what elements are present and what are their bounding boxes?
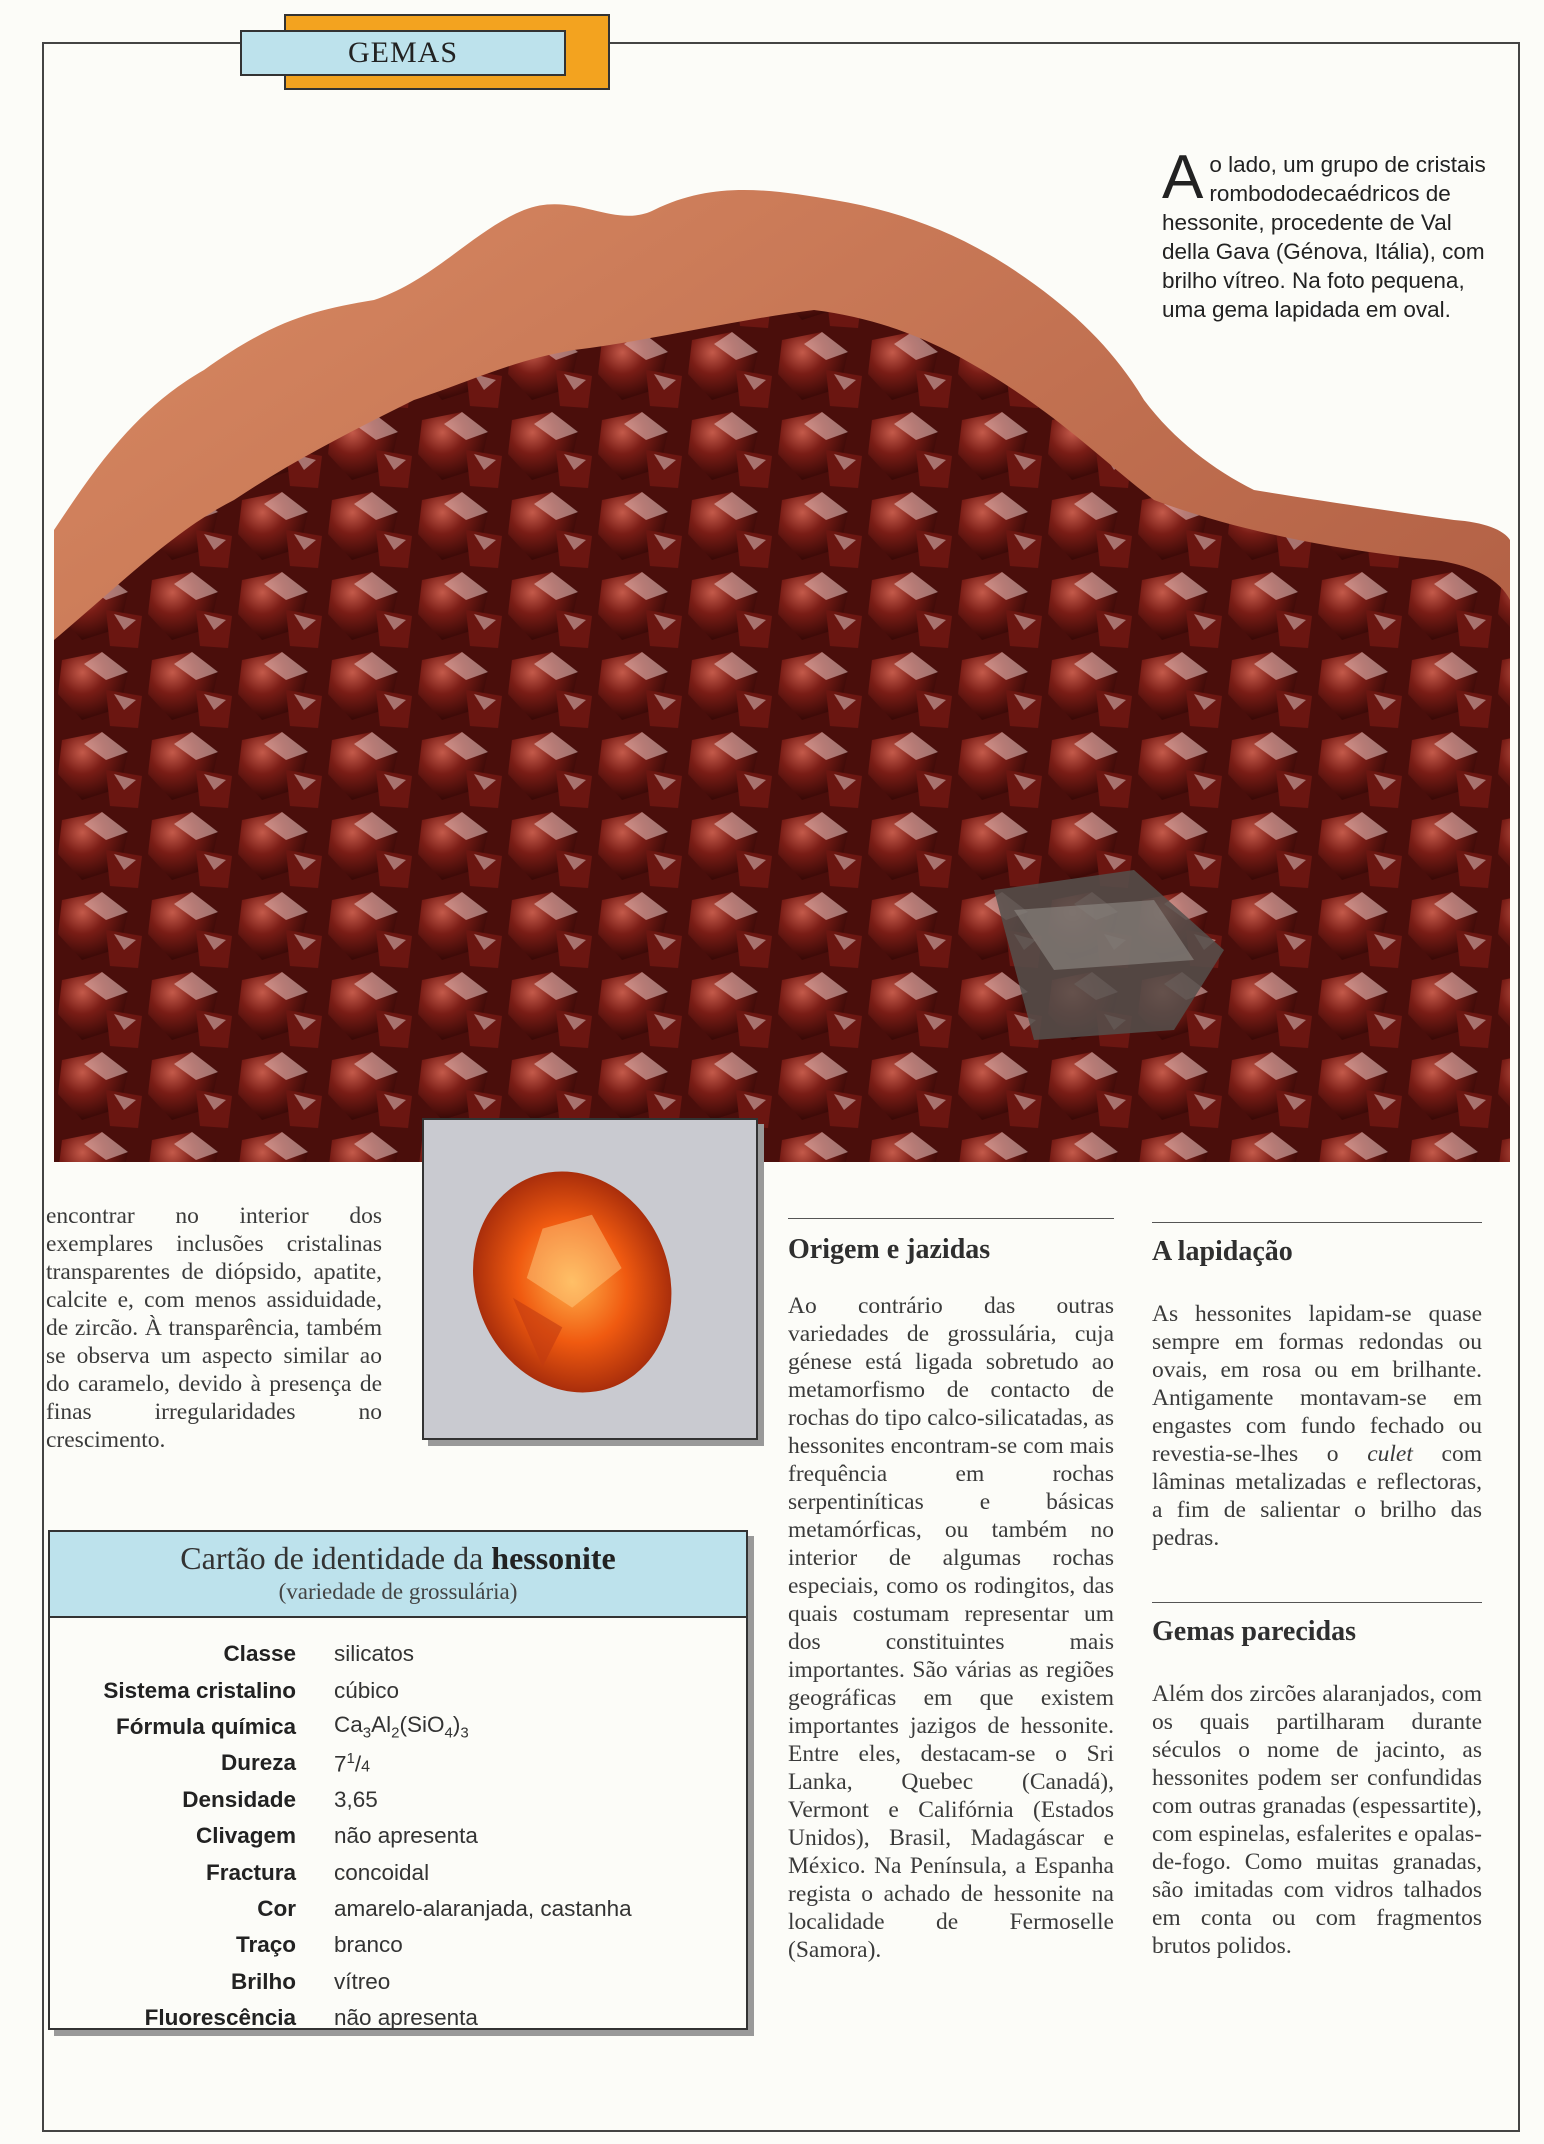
- intro-continuation-text: encontrar no interior dos exemplares inclusões cristalinas transparentes de diópsido, apatite, calcite e, com menos assiduidade, de zircão. À transparência, também se observa um aspecto similar ao do caramelo, devido à presença de finas irregularidades no crescimento.: [46, 1203, 382, 1453]
- card-row: Classe silicatos: [223, 1641, 415, 1667]
- identity-card: [48, 1530, 748, 2030]
- card-row: Fluorescência não apresenta: [144, 2005, 478, 2031]
- identity-card-subtitle: (variedade de grossulária): [278, 1579, 518, 1604]
- origin-heading: Origem e jazidas: [788, 1234, 991, 1265]
- card-row: Sistema cristalino cúbico: [103, 1677, 400, 1703]
- lapidacao-text: As hessonites lapidam-se quase sempre em formas redondas ou ovais, em rosa ou em brilhante. Antigamente montavam-se em engastes com fundo fechado ou revestia-se-lhes o culet com lâminas metalizadas e reflectoras, a fim de salientar o brilho das pedras.: [1152, 1301, 1483, 1551]
- card-row: Traço branco: [235, 1932, 403, 1958]
- lapidacao-rule: [1152, 1222, 1482, 1223]
- section-tab: GEMAS: [240, 30, 566, 76]
- similar-heading: Gemas parecidas: [1152, 1616, 1357, 1647]
- card-row: Fórmula química $Ca_3Al_2(SiO_4)_3$: [115, 1712, 469, 1742]
- identity-card-header: [50, 1532, 746, 1618]
- formula-value: $Ca_3Al_2(SiO_4)_3$: [334, 1712, 469, 1742]
- card-row: Densidade 3,65: [182, 1786, 378, 1812]
- origin-rule: [788, 1218, 1114, 1219]
- origin-text: Ao contrário das outras variedades de grossulária, cuja génese está ligada sobretudo ao metamorfismo de contacto de rochas do tipo calco-silicatadas, as hessonites encontram-se com mais frequência em rochas serpentiníticas e básicas metamórficas, ou também no interior de algumas rochas especiais, como os rodingitos, das quais costumam representar um dos constituintes mais importantes. São várias as regiões geográficas em que existem importantes jazigos de hessonite. Entre eles, destacam-se o Sri Lanka, Quebec (Canadá), Vermont e Califórnia (Estados Unidos), Brasil, Madagáscar e México. Na Península, a Espanha regista o achado de hessonite na localidade de Fermoselle (Samora).: [788, 1293, 1114, 1963]
- card-row: Dureza $7^1/4$: [220, 1749, 371, 1777]
- lapidacao-heading: A lapidação: [1152, 1236, 1293, 1267]
- identity-card-title: Cartão de identidade da hessonite: [180, 1540, 616, 1576]
- card-row: Cor amarelo-alaranjada, castanha: [257, 1895, 632, 1921]
- photo-caption: [1162, 143, 1492, 324]
- card-row: Fractura concoidal: [205, 1859, 430, 1885]
- card-row: Brilho vítreo: [231, 1968, 391, 1994]
- similar-text: Além dos zircões alaranjados, com os quais partilharam durante séculos o nome de jacinto, as hessonites podem ser confundidas com outras granadas (espessartite), com espinelas, esfalerites e opalas-de-fogo. Como muitas granadas, são imitadas com vidros talhados em conta ou com fragmentos brutos polidos.: [1152, 1681, 1482, 1959]
- caption-text: o lado, um grupo de cristais rombododecaédricos de hessonite, procedente de Val della Gava (Génova, Itália), com brilho vítreo. Na foto pequena, uma gema lapidada em oval.: [1162, 152, 1486, 322]
- similar-rule: [1152, 1602, 1482, 1603]
- hardness-value: $7^1/4$: [334, 1749, 371, 1777]
- inset-photo-oval-gem: [422, 1118, 758, 1440]
- caption-drop-cap: A: [1162, 143, 1204, 212]
- card-row: Clivagem não apresenta: [195, 1823, 478, 1849]
- identity-card-rows: [50, 1636, 746, 2036]
